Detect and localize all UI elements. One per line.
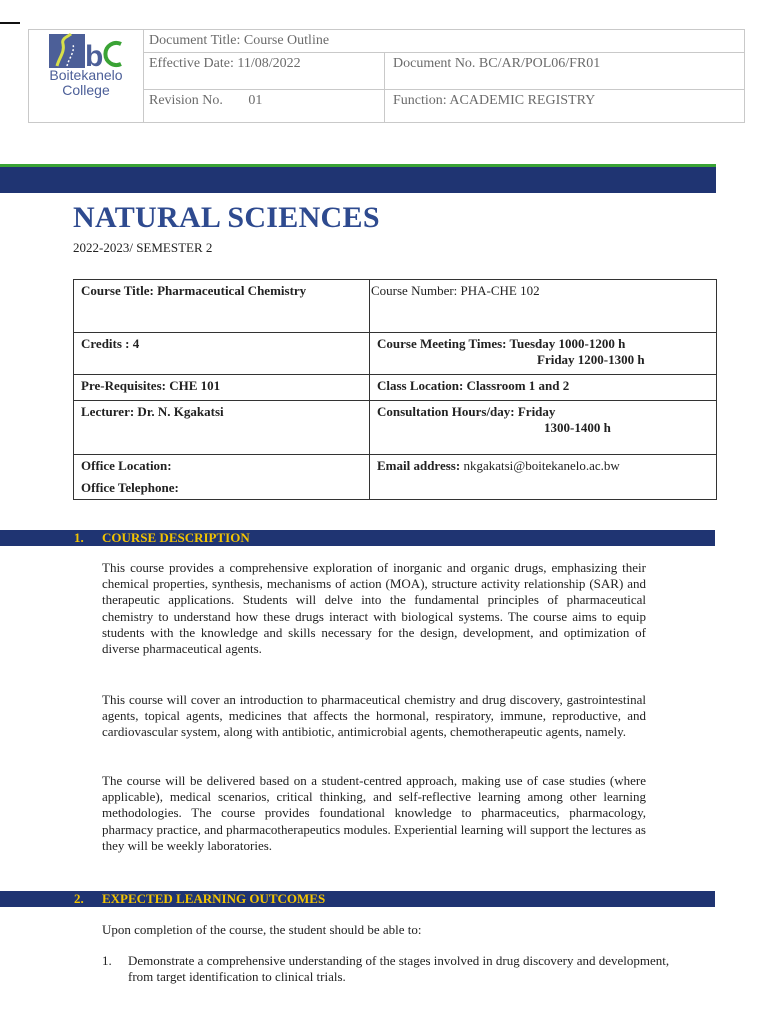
section-number: 1.	[74, 530, 84, 545]
email-value: nkgakatsi@boitekanelo.ac.bw	[460, 458, 620, 473]
course-description-paragraph-1: This course provides a comprehensive exploration of inorganic and organic drugs, emphasizing their chemical properties, synthesis, mechanisms of action (MOA), structure activity relationship (SAR) and therapeutic applications. Students will delve into the fundamental principles of pharmaceutical chemistry to understand how these drugs interact with biological systems. The course aims to equip students with the knowledge and skills necessary for the design, development, and optimization of diverse pharmaceutical agents.	[102, 560, 646, 657]
table-row	[74, 375, 717, 401]
consultation-cell	[370, 401, 717, 455]
section-title: EXPECTED LEARNING OUTCOMES	[102, 891, 326, 906]
document-header-table	[28, 29, 745, 123]
revision-cell	[143, 90, 384, 122]
course-info-table	[73, 279, 717, 500]
office-cell	[74, 455, 370, 500]
header-row-dates	[143, 53, 744, 90]
corner-mark	[0, 22, 20, 24]
meeting-times-line2: Friday 1200-1300 h	[537, 352, 645, 367]
college-logo	[29, 30, 144, 122]
department-title: NATURAL SCIENCES	[73, 201, 380, 234]
office-telephone: Office Telephone:	[81, 480, 179, 495]
revision-value: 01	[248, 93, 263, 108]
table-row	[74, 333, 717, 375]
logo-name-line1: Boitekanelo	[49, 67, 123, 83]
header-row-revision	[143, 90, 744, 122]
table-row	[74, 401, 717, 455]
svg-text:b: b	[85, 40, 104, 73]
meeting-times-line1: Course Meeting Times: Tuesday 1000-1200 h	[377, 336, 626, 351]
function-text: Function: ACADEMIC REGISTRY	[384, 90, 744, 122]
office-location: Office Location:	[81, 458, 172, 473]
credits-cell: Credits : 4	[74, 333, 370, 375]
consultation-line1: Consultation Hours/day: Friday	[377, 404, 556, 419]
logo-name-line2: College	[62, 82, 110, 98]
course-number-cell: Course Number: PHA-CHE 102	[370, 280, 717, 333]
semester-text: 2022-2023/ SEMESTER 2	[73, 240, 213, 255]
class-location-cell: Class Location: Classroom 1 and 2	[370, 375, 717, 401]
course-title-cell: Course Title: Pharmaceutical Chemistry	[74, 280, 370, 333]
header-navy-band	[0, 167, 716, 193]
table-row	[74, 455, 717, 500]
course-description-paragraph-3: The course will be delivered based on a student-centred approach, making use of case studies (where applicable), medical scenarios, critical thinking, and self-reflective learning among other learning methodologies. The course provides foundational knowledge to pharmaceutics, pharmacology, pharmacy practice, and pharmacotherapeutics modules. Experiential learning will support the lectures as they will be weekly laboratories.	[102, 773, 646, 853]
section-header-learning-outcomes	[0, 891, 715, 907]
course-description-paragraph-2: This course will cover an introduction to pharmaceutical chemistry and drug discovery, gastrointestinal agents, topical agents, medicines that affects the hormonal, respiratory, immune, reproductive, and cardiovascular system, along with antibiotic, antimicrobial agents, chemotherapeutic agents, namely.	[102, 692, 646, 740]
effective-date: Effective Date: 11/08/2022	[149, 56, 301, 71]
list-item-number: 1.	[102, 953, 112, 968]
list-item-text: Demonstrate a comprehensive understanding of the stages involved in drug discovery and development, from target identification to clinical trials.	[128, 953, 670, 985]
section-number: 2.	[74, 891, 84, 906]
revision-label: Revision No.	[149, 93, 223, 108]
document-title: Document Title: Course Outline	[149, 33, 330, 48]
learning-outcomes-intro: Upon completion of the course, the student should be able to:	[102, 922, 422, 937]
section-header-course-description	[0, 530, 715, 546]
prerequisites-cell: Pre-Requisites: CHE 101	[74, 375, 370, 401]
email-cell	[370, 455, 717, 500]
consultation-line2: 1300-1400 h	[544, 420, 611, 435]
section-title: COURSE DESCRIPTION	[102, 530, 250, 545]
table-row	[74, 280, 717, 333]
meeting-times-cell	[370, 333, 717, 375]
lecturer-cell: Lecturer: Dr. N. Kgakatsi	[74, 401, 370, 455]
email-label: Email address:	[377, 458, 461, 473]
document-number: Document No. BC/AR/POL06/FR01	[384, 53, 744, 89]
header-row-title	[143, 30, 744, 53]
